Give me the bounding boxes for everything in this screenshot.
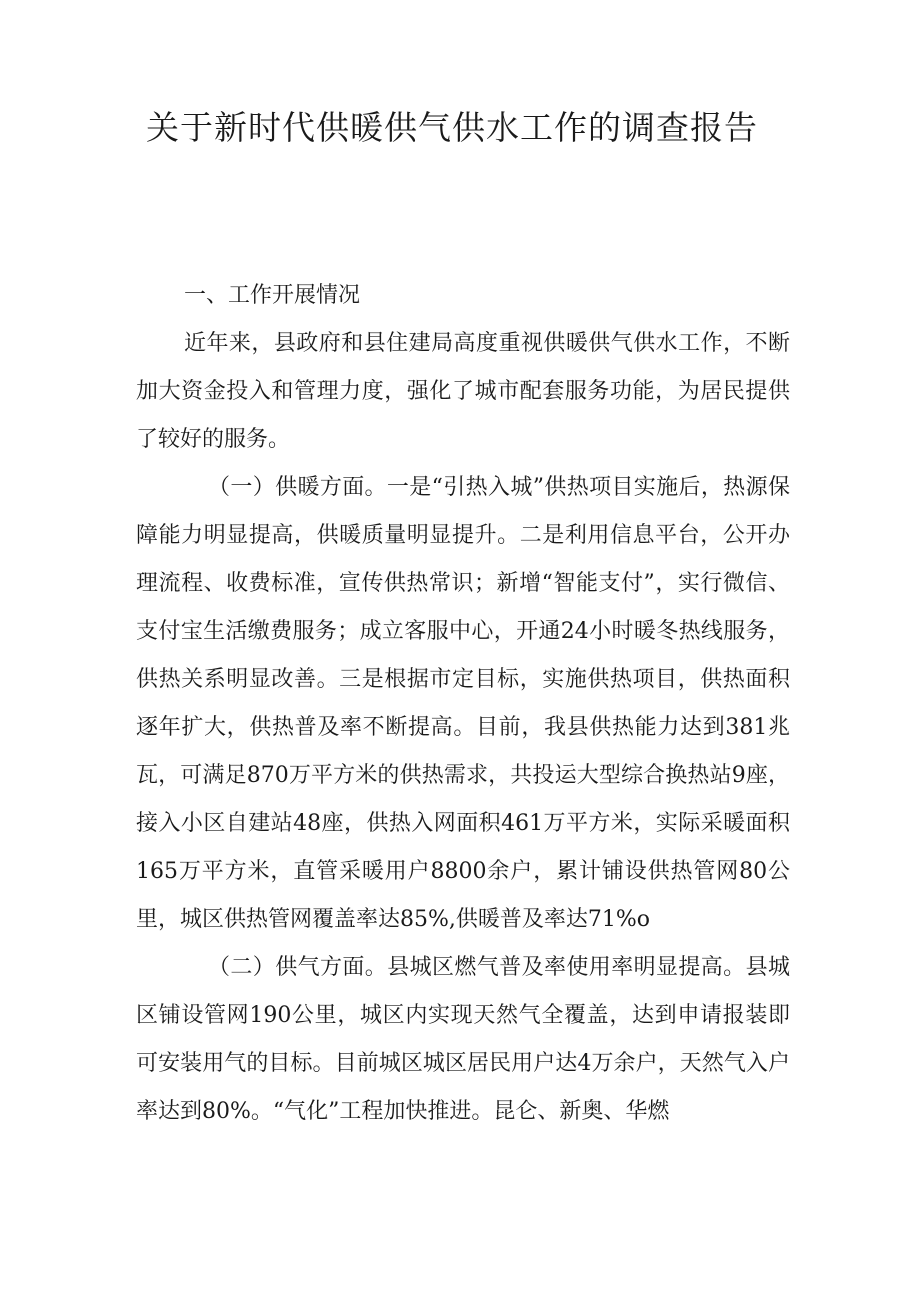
document-body [136,272,790,1136]
heating-paragraph: （一）供暖方面。一是“引热入城”供热项目实施后，热源保障能力明显提高，供暖质量明显提升。二是利用信息平台，公开办理流程、收费标准，宣传供热常识；新增“智能支付”，实行微信、支付宝生活缴费服务；成立客服中心，开通24小时暖冬热线服务，供热关系明显改善。三是根据市定目标，实施供热项目，供热面积逐年扩大，供热普及率不断提高。目前，我县供热能力达到381兆瓦，可满足870万平方米的供热需求，共投运大型综合换热站9座，接入小区自建站48座，供热入网面积461万平方米，实际采暖面积165万平方米，直管采暖用户8800余户，累计铺设供热管网80公里，城区供热管网覆盖率达85%,供暖普及率达71%o [136,475,790,932]
intro-paragraph: 近年来，县政府和县住建局高度重视供暖供气供水工作，不断加大资金投入和管理力度，强化了城市配套服务功能，为居民提供了较好的服务。 [136,331,790,452]
section-heading: 一、工作开展情况 [184,283,361,308]
document-title: 关于新时代供暖供气供水工作的调查报告 [146,108,758,147]
gas-paragraph: （二）供气方面。县城区燃气普及率使用率明显提高。县城区铺设管网190公里，城区内实现天然气全覆盖，达到申请报装即可安装用气的目标。目前城区城区居民用户达4万余户，天然气入户率达到80%。“气化”工程加快推进。昆仑、新奥、华燃 [136,955,790,1124]
